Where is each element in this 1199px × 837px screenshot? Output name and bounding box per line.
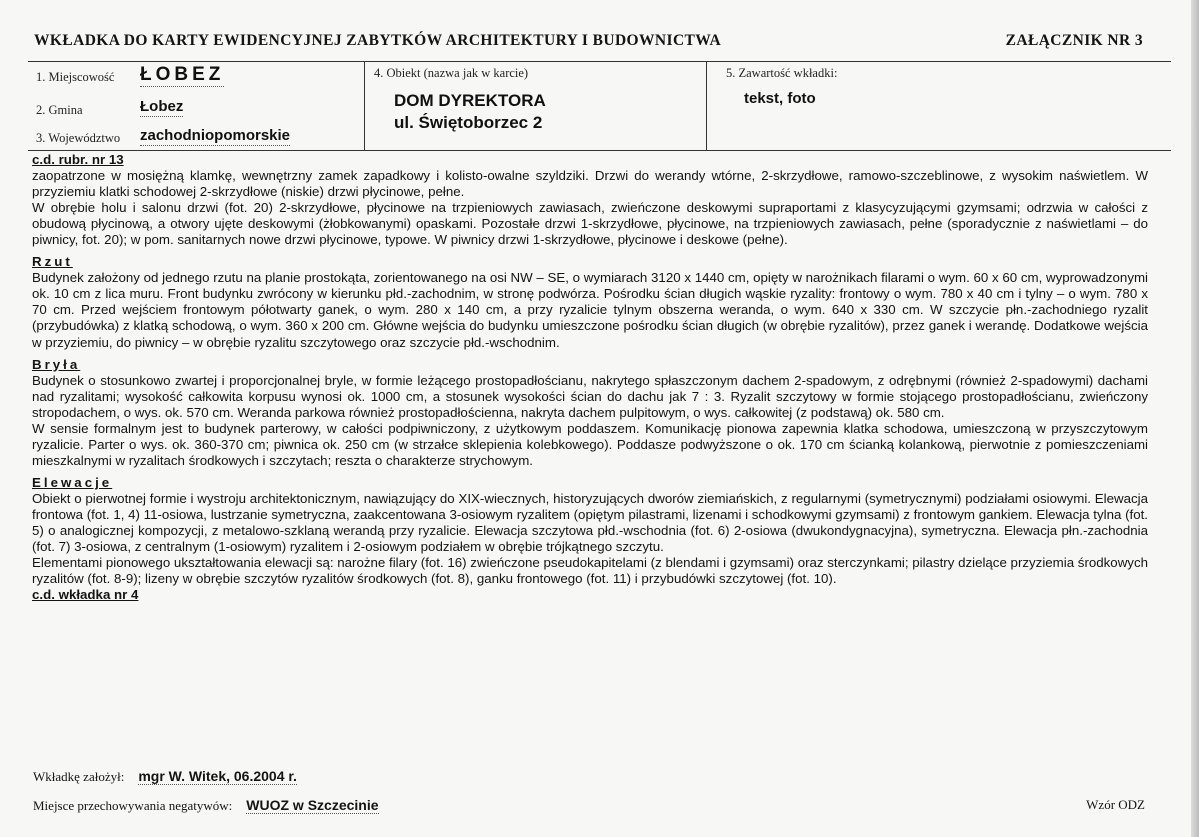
paragraph: Obiekt o pierwotnej formie i wystroju architektonicznym, nawiązujący do XIX-wiecznych, historyzujących dworów ziemiańskich, z regularnymi (symetrycznymi) podziałami osiowymi. Elewacja frontowa (fot. 1, 4) 11-osiowa, lustrzanie symetryczna, zaakcentowana 3-osiowym ryzalitem (opiętym pilastrami, lizenami i schodkowymi gzymsami) z frontowym gankiem. Elewacja tylna (fot. 5) o analogicznej kompozycji, z metalowo-szklaną werandą przy ryzalicie. Elewacja szczytowa płd.-wschodnia (fot. 6) 2-osiowa (dwukondygnacyjna), symetryczna. Elewacja płn.-zachodnia (fot. 7) 3-osiowa, z centralnym (1-osiowym) ryzalitem i 2-osiowym podziałem w obrębie trójkątnego szczytu. xyxy=(32,490,1148,555)
voivodeship-value: zachodniopomorskie xyxy=(140,127,291,144)
page-edge xyxy=(1191,0,1199,837)
author-value: mgr W. Witek, 06.2004 r. xyxy=(138,768,297,784)
document-body xyxy=(32,152,1148,603)
form-model: Wzór ODZ xyxy=(1086,797,1145,812)
column-divider-1 xyxy=(364,62,365,150)
commune-value: Łobez xyxy=(140,98,184,115)
paragraph: W sensie formalnym jest to budynek parterowy, w całości podpiwniczony, z użytkowym poddaszem. Komunikację pionowa zapewnia klatka schodowa, umieszczoną w przyszczytowym ryzalicie. Parter o wys. ok. 360-370 cm; piwnica ok. 250 cm (w strzałce sklepienia kolebkowego). Poddasze podwyższone o ok. 170 cm ścianką kolankową, pierwotnie z pomieszczeniami mieszkalnymi w ryzalitach środkowych i szczytach; reszta o charakterze strychowym. xyxy=(32,420,1148,468)
voivodeship-label: 3. Województwo xyxy=(36,131,121,145)
paragraph: Budynek założony od jednego rzutu na planie prostokąta, zorientowanego na osi NW – SE, o wymiarach 3120 x 1440 cm, opięty w narożnikach filarami o wym. 60 x 60 cm, wyprowadzonymi ok. 10 cm z lica muru. Front budynku zwrócony w kierunku płd.-zachodnim, w stronę podwórza. Pośrodku ścian długich wąskie ryzality: frontowy o wym. 780 x 40 cm i tylny – o wym. 780 x 70 cm. Przed wejściem frontowym półotwarty ganek, o wym. 280 x 140 cm, a przy ryzalicie tylnym obszerna weranda, o wym. 640 x 330 cm. W szczycie płn.-zachodniego ryzalit (przybudówka) z klatką schodową, o wym. 360 x 200 cm. Główne wejścia do budynku umieszczone pośrodku ścian długich (w obrębie ryzalitów), przez ganek i werandę. Dodatkowe wejścia w przyziemiu, do piwnicy – w obrębie ryzalitu szczytowego oraz szczycie płd.-wschodnim. xyxy=(32,270,1148,350)
form-title: WKŁADKA DO KARTY EWIDENCYJNEJ ZABYTKÓW ARCHITEKTURY I BUDOWNICTWA xyxy=(34,32,722,49)
annex-number: ZAŁĄCZNIK NR 3 xyxy=(1005,32,1143,49)
continuation-heading: c.d. rubr. nr 13 xyxy=(32,152,124,167)
section-heading-rzut: Rzut xyxy=(32,254,73,270)
next-insert-heading: c.d. wkładka nr 4 xyxy=(32,587,139,603)
column-divider-2 xyxy=(706,62,707,150)
info-divider xyxy=(28,150,1171,151)
section-heading-bryla: Bryła xyxy=(32,356,81,372)
contents-value: tekst, foto xyxy=(744,90,816,107)
object-label: 4. Obiekt (nazwa jak w karcie) xyxy=(374,66,529,80)
paragraph: Budynek o stosunkowo zwartej i proporcjonalnej bryle, w formie leżącego prostopadłościanu, nakrytego spłaszczonym dachem 2-spadowym, z odrębnymi (również 2-spadowymi) dachami nad ryzalitami; wysokość całkowita korpusu wynosi ok. 1000 cm, a stosunek wysokości ścian do dachu jak 7 : 3. Ryzalit szczytowy w formie stojącego prostopadłościanu, zwieńczony stropodachem, o wys. ok. 570 cm. Weranda parkowa również prostopadłościenna, nakryta dachem pulpitowym, o wys. całkowitej (z podstawą) ok. 580 cm. xyxy=(32,372,1148,420)
section-heading-elewacje: Elewacje xyxy=(32,474,113,490)
author-line xyxy=(33,768,297,786)
commune-label: 2. Gmina xyxy=(36,103,83,117)
paragraph: W obrębie holu i salonu drzwi (fot. 20) 2-skrzydłowe, płycinowe na trzpieniowych zawiasach, zwieńczone deskowymi supraportami z klasycyzującymi gzymsami; odrzwia w całości z obudową płycinową, a otwory ujęte deskowymi (żłobkowanymi) opaskami. Pozostałe drzwi 1-skrzydłowe, płycinowe, na trzpieniowych zawiasach, pełne (sporadycznie z naświetlami – do piwnicy, fot. 20); w pom. sanitarnych nowe drzwi płycinowe, typowe. W piwnicy drzwi 1-skrzydłowe, płycinowe i deskowe (pełne). xyxy=(32,200,1148,248)
author-label: Wkładkę założył: xyxy=(33,769,125,784)
header-divider xyxy=(28,61,1171,62)
storage-value: WUOZ w Szczecinie xyxy=(246,797,379,813)
storage-label: Miejsce przechowywania negatywów: xyxy=(33,798,233,813)
paragraph: Elementami pionowego ukształtowania elewacji są: narożne filary (fot. 16) zwieńczone pseudokapitelami (z blendami i gzymsami) oraz sterczynkami; pilastry dzielące przyziemia środkowych ryzalitów (fot. 8-9); lizeny w obrębie szczytów ryzalitów środkowych (fot. 8), ganku frontowego (fot. 11) i przybudówki szczytowej (fot. 10). xyxy=(32,555,1148,587)
storage-line xyxy=(33,797,379,815)
object-name: DOM DYREKTORA xyxy=(394,91,546,110)
locality-label: 1. Miejscowość xyxy=(36,70,115,84)
contents-label: 5. Zawartość wkładki: xyxy=(726,66,838,80)
locality-value: ŁOBEZ xyxy=(140,64,225,85)
paragraph: zaopatrzone w mosiężną klamkę, wewnętrzny zamek zapadkowy i kolisto-owalne szyldziki. Drzwi do werandy wtórne, 2-skrzydłowe, ramowo-szczeblinowe, z wysokim naświetlem. W przyziemiu klatki schodowej 2-skrzydłowe (niskie) drzwi płycinowe, pełne. xyxy=(32,168,1148,200)
object-address: ul. Świętoborzec 2 xyxy=(394,113,543,132)
